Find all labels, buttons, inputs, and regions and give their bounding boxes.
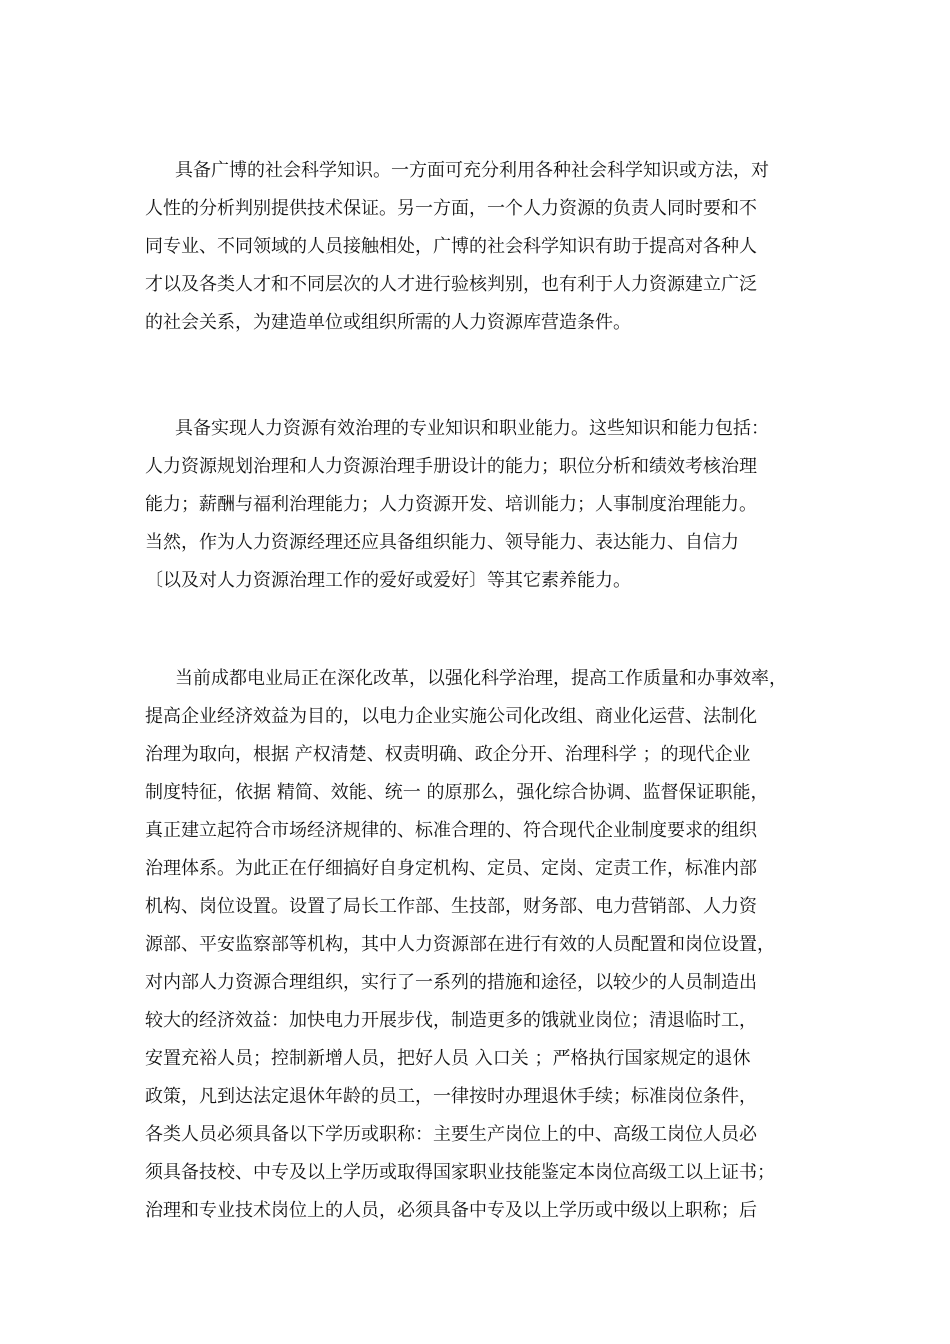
paragraph-line: 政策，凡到达法定退休年龄的员工，一律按时办理退休手续；标准岗位条件， [145,1086,757,1107]
paragraph-line: 能力；薪酬与福利治理能力；人力资源开发、培训能力；人事制度治理能力。 [145,494,757,515]
paragraph-line: 源部、平安监察部等机构，其中人力资源部在进行有效的人员配置和岗位设置， [145,934,775,955]
paragraph-line: 提高企业经济效益为目的，以电力企业实施公司化改组、商业化运营、法制化 [145,706,757,727]
paragraph-line: 治理和专业技术岗位上的人员，必须具备中专及以上学历或中级以上职称；后 [145,1200,757,1221]
paragraph-professional-abilities [145,410,825,600]
paragraph-line: 具备实现人力资源有效治理的专业知识和职业能力。这些知识和能力包括： [175,418,769,439]
paragraph-line: 治理为取向，根据 产权清楚、权责明确、政企分开、治理科学 ；的现代企业 [145,744,751,765]
paragraph-line: 当然，作为人力资源经理还应具备组织能力、领导能力、表达能力、自信力 [145,532,739,553]
paragraph-line: 须具备技校、中专及以上学历或取得国家职业技能鉴定本岗位高级工以上证书； [145,1162,775,1183]
paragraph-line: 才以及各类人才和不同层次的人才进行验核判别，也有利于人力资源建立广泛 [145,274,757,295]
paragraph-chengdu-reform [145,660,825,1230]
paragraph-line: 各类人员必须具备以下学历或职称：主要生产岗位上的中、高级工岗位人员必 [145,1124,757,1145]
paragraph-line: 当前成都电业局正在深化改革，以强化科学治理，提高工作质量和办事效率， [175,668,787,689]
paragraph-line: 机构、岗位设置。设置了局长工作部、生技部，财务部、电力营销部、人力资 [145,896,757,917]
paragraph-line: 的社会关系，为建造单位或组织所需的人力资源库营造条件。 [145,312,631,333]
paragraph-line: 具备广博的社会科学知识。一方面可充分利用各种社会科学知识或方法，对 [175,160,769,181]
paragraph-line: 治理体系。为此正在仔细搞好自身定机构、定员、定岗、定责工作，标准内部 [145,858,757,879]
paragraph-line: 人力资源规划治理和人力资源治理手册设计的能力；职位分析和绩效考核治理 [145,456,757,477]
paragraph-line: 较大的经济效益：加快电力开展步伐，制造更多的饿就业岗位；清退临时工， [145,1010,757,1031]
paragraph-line: 人性的分析判别提供技术保证。另一方面，一个人力资源的负责人同时要和不 [145,198,757,219]
paragraph-line: 同专业、不同领域的人员接触相处，广博的社会科学知识有助于提高对各种人 [145,236,757,257]
paragraph-social-science-knowledge [145,152,825,342]
paragraph-line: 真正建立起符合市场经济规律的、标准合理的、符合现代企业制度要求的组织 [145,820,757,841]
paragraph-line: 对内部人力资源合理组织，实行了一系列的措施和途径，以较少的人员制造出 [145,972,757,993]
paragraph-line: 安置充裕人员；控制新增人员，把好人员 入口关 ；严格执行国家规定的退休 [145,1048,751,1069]
paragraph-line: 〔以及对人力资源治理工作的爱好或爱好〕等其它素养能力。 [145,570,631,591]
paragraph-line: 制度特征，依据 精简、效能、统一 的原那么，强化综合协调、监督保证职能， [145,782,769,803]
